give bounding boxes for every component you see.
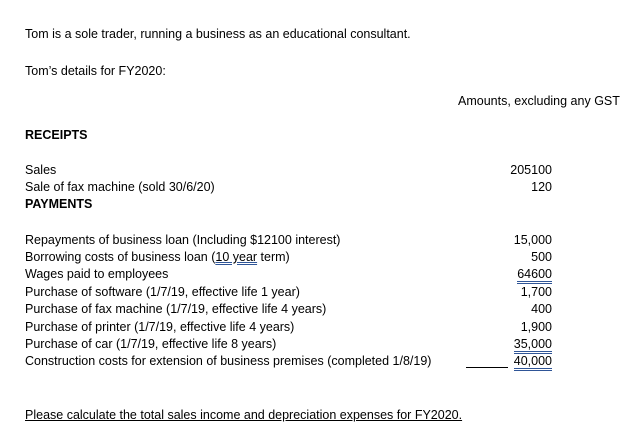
amounts-header: Amounts, excluding any GST (458, 94, 620, 108)
receipts-heading: RECEIPTS (25, 128, 88, 142)
payment-label-software: Purchase of software (1/7/19, effective life 1 year) (25, 285, 300, 299)
payment-value-wages-cell (510, 267, 552, 282)
payment-value-car-cell (510, 337, 552, 352)
receipt-value-sales: 205100 (510, 163, 552, 177)
borrowing-label-pre: Borrowing costs of business loan ( (25, 250, 216, 264)
payment-value-wages: 64600 (517, 267, 552, 284)
borrowing-label-post: term) (257, 250, 290, 264)
receipt-label-fax-sale: Sale of fax machine (sold 30/6/20) (25, 180, 215, 194)
payment-value-loan: 15,000 (513, 233, 552, 247)
payment-value-software: 1,700 (520, 285, 552, 299)
payment-label-construction: Construction costs for extension of business premises (completed 1/8/19) (25, 354, 432, 368)
payment-label-loan: Repayments of business loan (Including $12100 interest) (25, 233, 341, 247)
borrowing-term: 10 year (215, 250, 258, 264)
payment-value-car: 35,000 (514, 337, 552, 354)
payment-label-fax: Purchase of fax machine (1/7/19, effective life 4 years) (25, 302, 327, 316)
payment-value-construction-cell (510, 354, 552, 369)
payment-value-construction: 40,000 (514, 354, 552, 371)
construction-underline (466, 367, 508, 368)
payment-value-fax: 400 (531, 302, 552, 316)
payment-value-borrowing: 500 (531, 250, 552, 264)
payment-label-printer: Purchase of printer (1/7/19, effective life 4 years) (25, 320, 295, 334)
payment-value-printer: 1,900 (520, 320, 552, 334)
payments-heading: PAYMENTS (25, 197, 93, 211)
payment-label-wages: Wages paid to employees (25, 267, 169, 281)
details-label: Tom’s details for FY2020: (25, 64, 166, 78)
receipt-label-sales: Sales (25, 163, 57, 177)
question-text: Please calculate the total sales income and depreciation expenses for FY2020. (25, 408, 463, 422)
receipt-value-fax-sale: 120 (531, 180, 552, 194)
payment-label-car: Purchase of car (1/7/19, effective life 8 years) (25, 337, 277, 351)
payment-label-borrowing (25, 250, 290, 265)
intro-text: Tom is a sole trader, running a business as an educational consultant. (25, 27, 411, 41)
